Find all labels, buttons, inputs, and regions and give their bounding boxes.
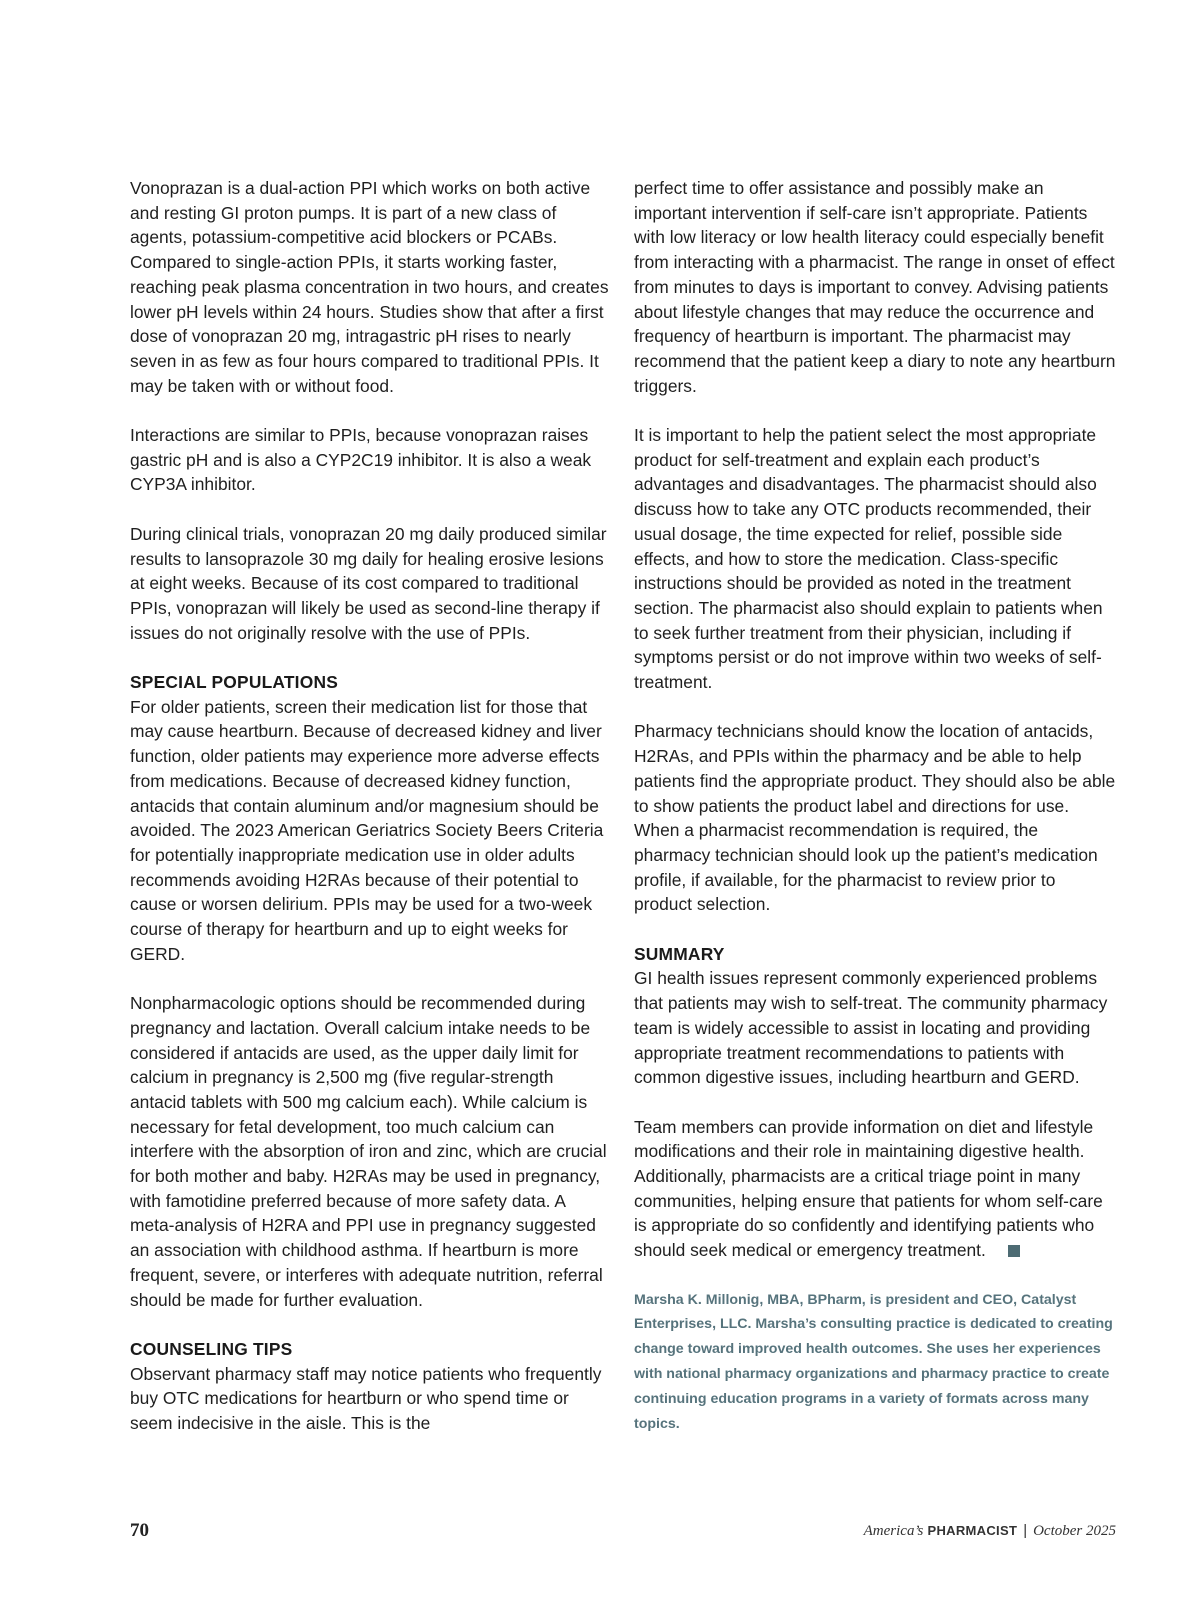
paragraph-select-product: It is important to help the patient select the most appropriate product for self-treatment and explain each product’s advantages and disadvantages. The pharmacist should also discuss how to take any OTC products recommended, their usual dosage, the time expected for relief, possible side effects, and how to store the medication. Class-specific instructions should be provided as noted in the treatment section. The pharmacist also should explain to patients when to seek further treatment from their physician, including if symptoms persist or do not improve within two weeks of self-treatment. xyxy=(634,425,1103,693)
heading-counseling-tips: COUNSELING TIPS xyxy=(130,1338,293,1359)
heading-summary: SUMMARY xyxy=(634,943,725,964)
magazine-footer xyxy=(864,1522,1116,1540)
paragraph-older-patients: For older patients, screen their medication list for those that may cause heartburn. Because of decreased kidney and liver function, older patients may experience more adverse effects from medications. Because of decreased kidney function, antacids that contain aluminum and/or magnesium should be avoided. The 2023 American Geriatrics Society Beers Criteria for potentially inappropriate medication use in older adults recommends avoiding H2RAs because of their potential to cause or worsen delirium. PPIs may be used for a two-week course of therapy for heartburn and up to eight weeks for GERD. xyxy=(130,696,604,964)
magazine-name: PHARMACIST xyxy=(927,1523,1018,1538)
paragraph-observant-staff: Observant pharmacy staff may notice patients who frequently buy OTC medications for heartburn or who spend time or seem indecisive in the aisle. This is the xyxy=(130,1363,602,1434)
author-bio: Marsha K. Millonig, MBA, BPharm, is president and CEO, Catalyst Enterprises, LLC. Marsha’s consulting practice is dedicated to creating change toward improved health outcomes. She uses her experiences with national pharmacy organizations and pharmacy practice to create continuing education programs in a variety of formats across many topics. xyxy=(634,1291,1113,1432)
page-number: 70 xyxy=(130,1520,149,1541)
heading-special-populations: SPECIAL POPULATIONS xyxy=(130,672,339,693)
footer-separator: | xyxy=(1023,1522,1028,1539)
right-column xyxy=(634,176,1116,1461)
paragraph-technicians: Pharmacy technicians should know the location of antacids, H2RAs, and PPIs within the pharmacy and be able to help patients find the appropriate product. They should also be able to show patients the product label and directions for use. When a pharmacist recommendation is required, the pharmacy technician should look up the patient’s medication profile, if available, for the pharmacist to review prior to product selection. xyxy=(634,721,1116,915)
issue-date: October 2025 xyxy=(1033,1523,1116,1539)
paragraph-perfect-time: perfect time to offer assistance and possibly make an important intervention if self-care isn’t appropriate. Patients with low literacy or low health literacy could especially benefit from interacting with a pharmacist. The range in onset of effect from minutes to days is important to convey. Advising patients about lifestyle changes that may reduce the occurrence and frequency of heartburn is important. The pharmacist may recommend that the patient keep a diary to note any heartburn triggers. xyxy=(634,178,1116,396)
paragraph-team-members xyxy=(634,1115,1116,1263)
left-column xyxy=(130,176,610,1460)
paragraph-interactions: Interactions are similar to PPIs, because vonoprazan raises gastric pH and is also a CYP2C19 inhibitor. It is also a weak CYP3A inhibitor. xyxy=(130,425,592,495)
paragraph-pregnancy: Nonpharmacologic options should be recommended during pregnancy and lactation. Overall calcium intake needs to be considered if antacids are used, as the upper daily limit for calcium in pregnancy is 2,500 mg (five regular-strength antacid tablets with 500 mg calcium each). While calcium is necessary for fetal development, too much calcium can interfere with the absorption of iron and zinc, which are crucial for both mother and baby. H2RAs may be used in pregnancy, with famotidine preferred because of more safety data. A meta-analysis of H2RA and PPI use in pregnancy suggested an association with childhood asthma. If heartburn is more frequent, severe, or interferes with adequate nutrition, referral should be made for further evaluation. xyxy=(130,993,607,1310)
paragraph-gi-health: GI health issues represent commonly experienced problems that patients may wish to self-treat. The community pharmacy team is widely accessible to assist in locating and providing appropriate treatment recommendations to patients with common digestive issues, including heartburn and GERD. xyxy=(634,968,1108,1088)
paragraph-vonoprazan-intro: Vonoprazan is a dual-action PPI which works on both active and resting GI proton pumps. It is part of a new class of agents, potassium-competitive acid blockers or PCABs. Compared to single-action PPIs, it starts working faster, reaching peak plasma concentration in two hours, and creates lower pH levels within 24 hours. Studies show that after a first dose of vonoprazan 20 mg, intragastric pH rises to nearly seven in as few as four hours compared to traditional PPIs. It may be taken with or without food. xyxy=(130,178,609,396)
magazine-prefix: America’s xyxy=(863,1523,924,1539)
paragraph-clinical-trials: During clinical trials, vonoprazan 20 mg daily produced similar results to lansoprazole 30 mg daily for healing erosive lesions at eight weeks. Because of its cost compared to traditional PPIs, vonoprazan will likely be used as second-line therapy if issues do not originally resolve with the use of PPIs. xyxy=(130,523,607,643)
team-members-text: Team members can provide information on diet and lifestyle modifications and their role in maintaining digestive health. Additionally, pharmacists are a critical triage point in many communities, helping ensure that patients for whom self-care is appropriate do so confidently and identifying patients who should seek medical or emergency treatment. xyxy=(634,1116,1103,1261)
end-of-article-mark xyxy=(1008,1245,1020,1257)
